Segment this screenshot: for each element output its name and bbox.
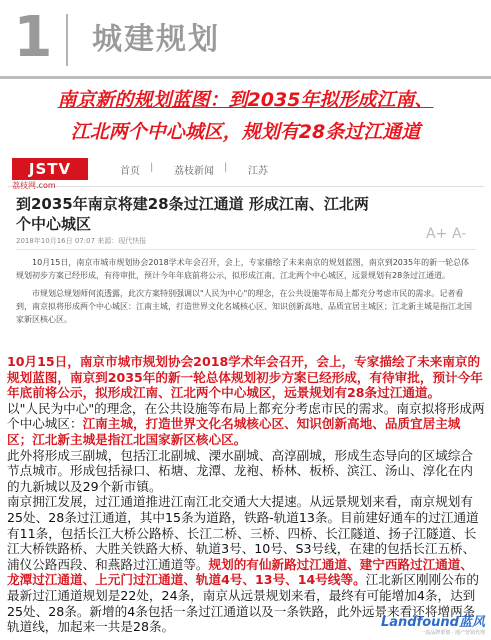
article-paragraph-3: 此外将形成三副城，包括江北副城、溧水副城、高淳副城，形成生态导向的区域综合节点城市。形成包括禄口、柘塘、龙潭、龙袍、桥林、板桥、滨江、汤山、淳化在内的九新城以及29个新市镇。: [7, 447, 473, 494]
article-paragraph-4: [7, 494, 485, 634]
article-paragraph-2: [7, 401, 485, 448]
news-topbar: [8, 150, 484, 190]
brand-footer: [381, 616, 485, 637]
news-divider: [16, 249, 476, 250]
article-text: 以"人民为中心"的理念，在公共设施等布局上都充分考虑市民的需求。南京拟将形成两个中心城区：: [7, 400, 485, 432]
nav-home-link[interactable]: 首页: [120, 166, 140, 177]
nav-news-link[interactable]: 荔枝新闻: [174, 166, 214, 177]
headline: [0, 84, 491, 148]
news-paragraph: 10月15日，南京市城市规划协会2018学术年会召开，会上，专家描绘了未来南京的规划蓝图，南京到2035年的新一轮总体规划初步方案已经形成，有待审批，预计今年年底前将公示，拟形成江南、江北两个中心城区，远景规划有28条过江通道。: [16, 258, 470, 280]
header-divider: [66, 14, 68, 66]
section-title: 城建规划: [92, 22, 220, 57]
article-highlight: 规划的有仙新路过江通道、建宁西路过江通道、龙潭过江通道、上元门过江通道、轨道4号、13号、14号线等。: [7, 556, 473, 588]
section-number: 1: [13, 5, 53, 70]
article-text: 江北新区刚刚公布的最新过江通道规划是22处，24条，南京从远景规划来看，最终有可能增加4条，达到25处、28条。新增的4条包括一条过江通道以及一条铁路，此外远景来看还将增两条轨道线，加起来一共是28条。: [7, 572, 480, 635]
jstv-logo-subtitle: 荔枝网.com: [12, 181, 56, 190]
news-paragraph: 市规划总规划师何流透露，此次方案特别强调以"人民为中心"的理念，在公共设施等布局上都充分考虑市民的需求。记者看到，南京拟将形成两个中心城区：江南主城，打造世界文化名城核心区、知识创新高地、品质宜居主城区；江北新主城是指江北国家新区核心区。: [16, 289, 472, 324]
news-meta: 2018年10月16日 07:07 来源：现代快报: [16, 237, 147, 245]
article-highlight: 10月15日，南京市城市规划协会2018学术年会召开，会上，专家描绘了未来南京的规划蓝图，南京到2035年的新一轮总体规划初步方案已经形成，有待审批，预计今年年底前将公示，拟形成江南、江北两个中心城区，远景规划有28条过江通道。: [7, 354, 483, 401]
news-title-line-2: 个中心城区: [16, 215, 92, 233]
nav-separator: |: [224, 162, 228, 173]
font-decrease-button[interactable]: A-: [452, 226, 467, 242]
article-paragraph-1: [7, 354, 485, 401]
section-header: [0, 0, 491, 78]
jstv-logo: JSTV: [12, 158, 88, 180]
brand-logo: Landfound蓝风: [380, 615, 485, 630]
header-rule: [0, 76, 491, 79]
news-title: [16, 194, 456, 234]
nav-jiangsu-link[interactable]: 江苏: [248, 166, 268, 177]
headline-line-2: 江北两个中心城区，规划有28条过江通道: [70, 121, 421, 143]
news-title-line-1: 到2035年南京将建28条过江通道 形成江南、江北两: [16, 195, 369, 213]
nav-separator: |: [150, 162, 154, 173]
article-highlight: 江南主城，打造世界文化名城核心区、知识创新高地、品质宜居主城区；江北新主城是指江北国家新区核心区。: [7, 416, 461, 447]
headline-line-1: 南京新的规划蓝图：到2035年拟形成江南、: [57, 89, 434, 111]
font-increase-button[interactable]: A+: [426, 226, 448, 242]
news-screenshot: [8, 150, 484, 358]
news-body: [16, 256, 476, 331]
article-text: 南京拥江发展，过江通道推进江南江北交通大大提速。从远景规划来看，南京规划有25处、28条过江通道，其中15条为道路，铁路-轨道13条。目前建好通车的过江通道有11条，包括长江大桥公路桥、长江二桥、三桥、四桥、长江隧道、扬子江隧道、长江大桥铁路桥、大胜关铁路大桥、轨道3号、10号、S3号线，在建的包括长江五桥、浦仪公路西段、和燕路过江通道等。: [7, 494, 479, 572]
article: [7, 354, 485, 635]
brand-tagline: 一流品牌策划 · 地产营销代理: [420, 630, 485, 636]
